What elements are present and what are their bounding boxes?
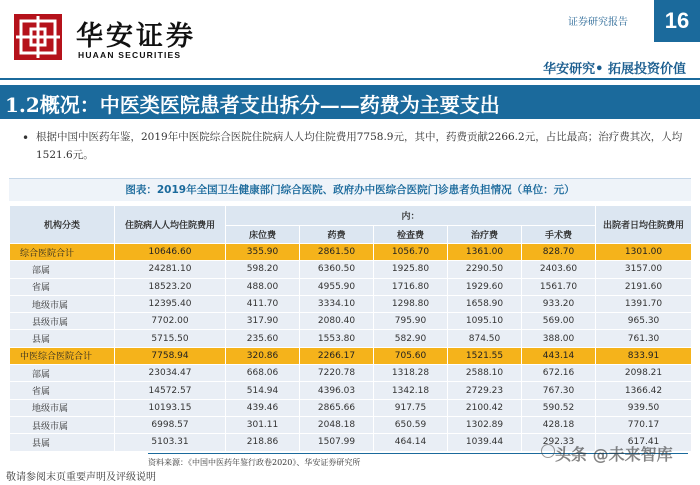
cell-value: 355.90 [226,244,300,261]
cell-value: 439.46 [226,399,300,416]
cell-value: 1716.80 [374,278,448,295]
cell-value: 23034.47 [115,365,226,382]
cell-value: 235.60 [226,330,300,347]
table-row [10,261,692,278]
table-caption: 图表：2019年全国卫生健康部门综合医院、政府办中医综合医院门诊患者负担情况（单位：元） [125,184,575,196]
cell-value: 2100.42 [448,399,522,416]
cell-value: 1342.18 [374,382,448,399]
cell-value: 443.14 [522,347,596,364]
row-label: 省属 [10,278,115,295]
table-row [10,313,692,330]
cell-value: 933.20 [522,295,596,312]
watermark: 头条 @未来智库 [555,445,673,464]
row-label: 部属 [10,261,115,278]
cell-value: 590.52 [522,399,596,416]
subheader-drug: 药费 [300,226,374,244]
cell-value: 1553.80 [300,330,374,347]
cell-value: 464.14 [374,434,448,451]
cell-value: 388.00 [522,330,596,347]
cell-value: 917.75 [374,399,448,416]
header-inner: 内： [226,206,596,226]
cell-value: 2865.66 [300,399,374,416]
cell-value: 2290.50 [448,261,522,278]
brand-name-cn: 华安证券 [76,21,196,52]
header-divider [0,78,700,80]
section-title: 1.2概况：中医类医院患者支出拆分——药费为主要支出 [5,93,500,117]
cell-value: 1507.99 [300,434,374,451]
subheader-treatment: 治疗费 [448,226,522,244]
row-label: 县级市属 [10,313,115,330]
cell-value: 1318.28 [374,365,448,382]
cell-value: 4396.03 [300,382,374,399]
table-row [10,365,692,382]
cell-value: 874.50 [448,330,522,347]
table-row [10,382,692,399]
cell-value: 2588.10 [448,365,522,382]
cell-value: 582.90 [374,330,448,347]
cell-value: 705.60 [374,347,448,364]
cell-value: 4955.90 [300,278,374,295]
cell-value: 767.30 [522,382,596,399]
table-body [10,244,692,452]
section-title-bar [0,85,700,119]
cell-value: 1095.10 [448,313,522,330]
cell-value: 668.06 [226,365,300,382]
cell-value: 10193.15 [115,399,226,416]
report-type-label: 证券研究报告 [568,17,628,28]
watermark-icon [541,444,555,458]
logo-emblem [14,14,62,60]
cost-table [9,205,692,452]
row-label: 省属 [10,382,115,399]
disclaimer: 敬请参阅末页重要声明及评级说明 [6,472,156,483]
cell-value: 5715.50 [115,330,226,347]
cell-value: 1302.89 [448,416,522,433]
cell-value: 1301.00 [596,244,692,261]
table-row [10,278,692,295]
cell-value: 795.90 [374,313,448,330]
cell-value: 12395.40 [115,295,226,312]
page-number: 16 [654,0,700,42]
row-label: 地级市属 [10,295,115,312]
row-label: 县级市属 [10,416,115,433]
cell-value: 965.30 [596,313,692,330]
row-label: 部属 [10,365,115,382]
cell-value: 833.91 [596,347,692,364]
cell-value: 1658.90 [448,295,522,312]
cell-value: 2048.18 [300,416,374,433]
subheader-exam: 检查费 [374,226,448,244]
cell-value: 828.70 [522,244,596,261]
subheader-surgery: 手术费 [522,226,596,244]
cell-value: 24281.10 [115,261,226,278]
row-label: 综合医院合计 [10,244,115,261]
cell-value: 2098.21 [596,365,692,382]
cell-value: 598.20 [226,261,300,278]
cell-value: 1298.80 [374,295,448,312]
cell-value: 1929.60 [448,278,522,295]
cell-value: 1521.55 [448,347,522,364]
cell-value: 2266.17 [300,347,374,364]
table-caption-bar [9,178,691,201]
cell-value: 514.94 [226,382,300,399]
row-label: 县属 [10,330,115,347]
row-label: 地级市属 [10,399,115,416]
cell-value: 1361.00 [448,244,522,261]
header-discharge-daily: 出院者日均住院费用 [596,206,692,244]
bullet-icon: • [22,131,30,145]
cell-value: 1039.44 [448,434,522,451]
summary-paragraph: 根据中国中医药年鉴，2019年中医院综合医院住院病人人均住院费用7758.9元，其中，药费贡献2266.2元，占比最高；治疗费其次，人均1521.6元。 [36,131,683,161]
tagline: 华安研究• 拓展投资价值 [543,62,686,77]
header-avg-cost: 住院病人人均住院费用 [115,206,226,244]
brand-name-en: HUAAN SECURITIES [78,50,182,60]
cell-value: 761.30 [596,330,692,347]
cell-value: 2403.60 [522,261,596,278]
cell-value: 1391.70 [596,295,692,312]
cell-value: 292.33 [522,434,596,451]
cell-value: 770.17 [596,416,692,433]
cell-value: 301.11 [226,416,300,433]
cell-value: 10646.60 [115,244,226,261]
cell-value: 1925.80 [374,261,448,278]
cell-value: 320.86 [226,347,300,364]
cell-value: 569.00 [522,313,596,330]
cell-value: 2080.40 [300,313,374,330]
cell-value: 317.90 [226,313,300,330]
cell-value: 14572.57 [115,382,226,399]
table-row [10,295,692,312]
cell-value: 2191.60 [596,278,692,295]
cell-value: 411.70 [226,295,300,312]
table-row [10,416,692,433]
source-note: 资料来源：《中国中医药年鉴行政卷2020》、华安证券研究所 [148,458,361,467]
row-label: 中医综合医院合计 [10,347,115,364]
cell-value: 6998.57 [115,416,226,433]
cell-value: 18523.20 [115,278,226,295]
cell-value: 617.41 [596,434,692,451]
cell-value: 7702.00 [115,313,226,330]
cell-value: 3157.00 [596,261,692,278]
cell-value: 7220.78 [300,365,374,382]
row-label: 县属 [10,434,115,451]
cell-value: 650.59 [374,416,448,433]
cell-value: 428.18 [522,416,596,433]
cell-value: 2729.23 [448,382,522,399]
cell-value: 218.86 [226,434,300,451]
cell-value: 2861.50 [300,244,374,261]
cell-value: 939.50 [596,399,692,416]
cell-value: 6360.50 [300,261,374,278]
table-row [10,330,692,347]
cell-value: 1561.70 [522,278,596,295]
header-org: 机构分类 [10,206,115,244]
cell-value: 7758.94 [115,347,226,364]
cell-value: 3334.10 [300,295,374,312]
cell-value: 1366.42 [596,382,692,399]
table-row [10,399,692,416]
cell-value: 5103.31 [115,434,226,451]
cell-value: 672.16 [522,365,596,382]
cell-value: 1056.70 [374,244,448,261]
subheader-bed: 床位费 [226,226,300,244]
table-total-row [10,347,692,364]
table-total-row [10,244,692,261]
cell-value: 488.00 [226,278,300,295]
